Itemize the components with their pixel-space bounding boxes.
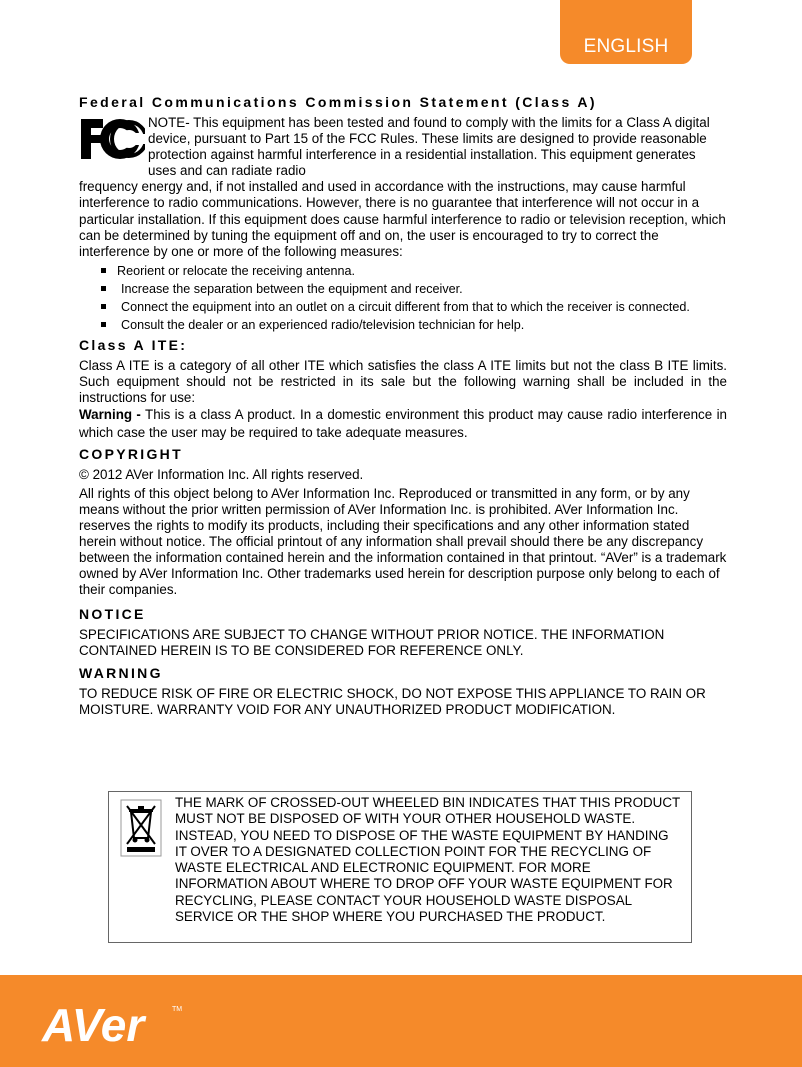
copyright-line: © 2012 AVer Information Inc. All rights reserved. <box>79 467 364 483</box>
weee-notice <box>108 791 692 943</box>
fcc-intro: NOTE- This equipment has been tested and found to comply with the limits for a Class A digital device, pursuant to Part 15 of the FCC Rules. These limits are designed to provide reasonable protection against harmful interference in a residential installation. This equipment generates uses and can radiate radio <box>148 115 710 178</box>
warning-label: Warning - <box>79 407 141 423</box>
fcc-statement <box>79 115 727 260</box>
crossed-out-wheeled-bin-icon <box>119 798 163 858</box>
fcc-measures-list <box>79 263 727 333</box>
fcc-logo-icon <box>79 117 145 161</box>
language-label: ENGLISH <box>583 36 669 57</box>
list-item: Consult the dealer or an experienced radio/television technician for help. <box>79 317 727 333</box>
warning-heading: WARNING <box>79 665 163 682</box>
fcc-heading: Federal Communications Commission Statement (Class A) <box>79 94 597 110</box>
fcc-logo-text: FC <box>79 117 81 118</box>
warning-text: This is a class A product. In a domestic environment this product may cause radio interference in which case the user may be required to take adequate measures. <box>79 407 727 441</box>
warning-body: TO REDUCE RISK OF FIRE OR ELECTRIC SHOCK, DO NOT EXPOSE THIS APPLIANCE TO RAIN OR MOISTURE. WARRANTY VOID FOR ANY UNAUTHORIZED PRODUCT MODIFICATION. <box>79 686 706 718</box>
copyright-heading: COPYRIGHT <box>79 446 183 463</box>
class-a-body: Class A ITE is a category of all other ITE which satisfies the class A ITE limits but not the class B ITE limits. Such equipment should not be restricted in its sale but the following warning shall be included in the instructions for use: <box>79 358 727 406</box>
footer <box>0 975 802 1067</box>
aver-logo-text: AVer <box>42 999 145 1051</box>
list-item: Reorient or relocate the receiving antenna. <box>79 263 727 279</box>
list-item: Connect the equipment into an outlet on a circuit different from that to which the receiver is connected. <box>79 299 727 315</box>
weee-text: THE MARK OF CROSSED-OUT WHEELED BIN INDICATES THAT THIS PRODUCT MUST NOT BE DISPOSED OF WITH YOUR OTHER HOUSEHOLD WASTE. INSTEAD, YOU NEED TO DISPOSE OF THE WASTE EQUIPMENT BY HANDING IT OVER TO A DESIGNATED COLLECTION POINT FOR THE RECYCLING OF WASTE ELECTRICAL AND ELECTRONIC EQUIPMENT. FOR MORE INFORMATION ABOUT WHERE TO DROP OFF YOUR WASTE EQUIPMENT FOR RECYCLING, PLEASE CONTACT YOUR HOUSEHOLD WASTE DISPOSAL SERVICE OR THE SHOP WHERE YOU PURCHASED THE PRODUCT. <box>175 795 680 925</box>
copyright-body: All rights of this object belong to AVer Information Inc. Reproduced or transmitted in any form, or by any means without the prior written permission of AVer Information Inc. is prohibited. AVer Information Inc. reserves the rights to modify its products, including their specifications and any other information stated herein without notice. The official printout of any information shall prevail should there be any discrepancy between the information contained herein and the information contained in that printout. “AVer” is a trademark owned by AVer Information Inc. Other trademarks used herein for description purpose only belong to each of their companies. <box>79 486 727 598</box>
document-body <box>79 94 727 718</box>
aver-logo <box>40 993 190 1053</box>
fcc-body: frequency energy and, if not installed and used in accordance with the instructions, may cause harmful interference to radio communications. However, there is no guarantee that interference will not occur in a particular installation. If this equipment does cause harmful interference to radio or television reception, which can be determined by tuning the equipment off and on, the user is encouraged to try to correct the interference by one or more of the following measures: <box>79 179 726 260</box>
class-a-heading: Class A ITE: <box>79 337 188 354</box>
list-item: Increase the separation between the equipment and receiver. <box>79 281 727 297</box>
notice-heading: NOTICE <box>79 606 146 623</box>
notice-body: SPECIFICATIONS ARE SUBJECT TO CHANGE WITHOUT PRIOR NOTICE. THE INFORMATION CONTAINED HEREIN IS TO BE CONSIDERED FOR REFERENCE ONLY. <box>79 627 665 659</box>
trademark-mark: TM <box>172 1006 183 1013</box>
class-a-warning <box>79 406 727 442</box>
language-tab <box>560 0 692 64</box>
